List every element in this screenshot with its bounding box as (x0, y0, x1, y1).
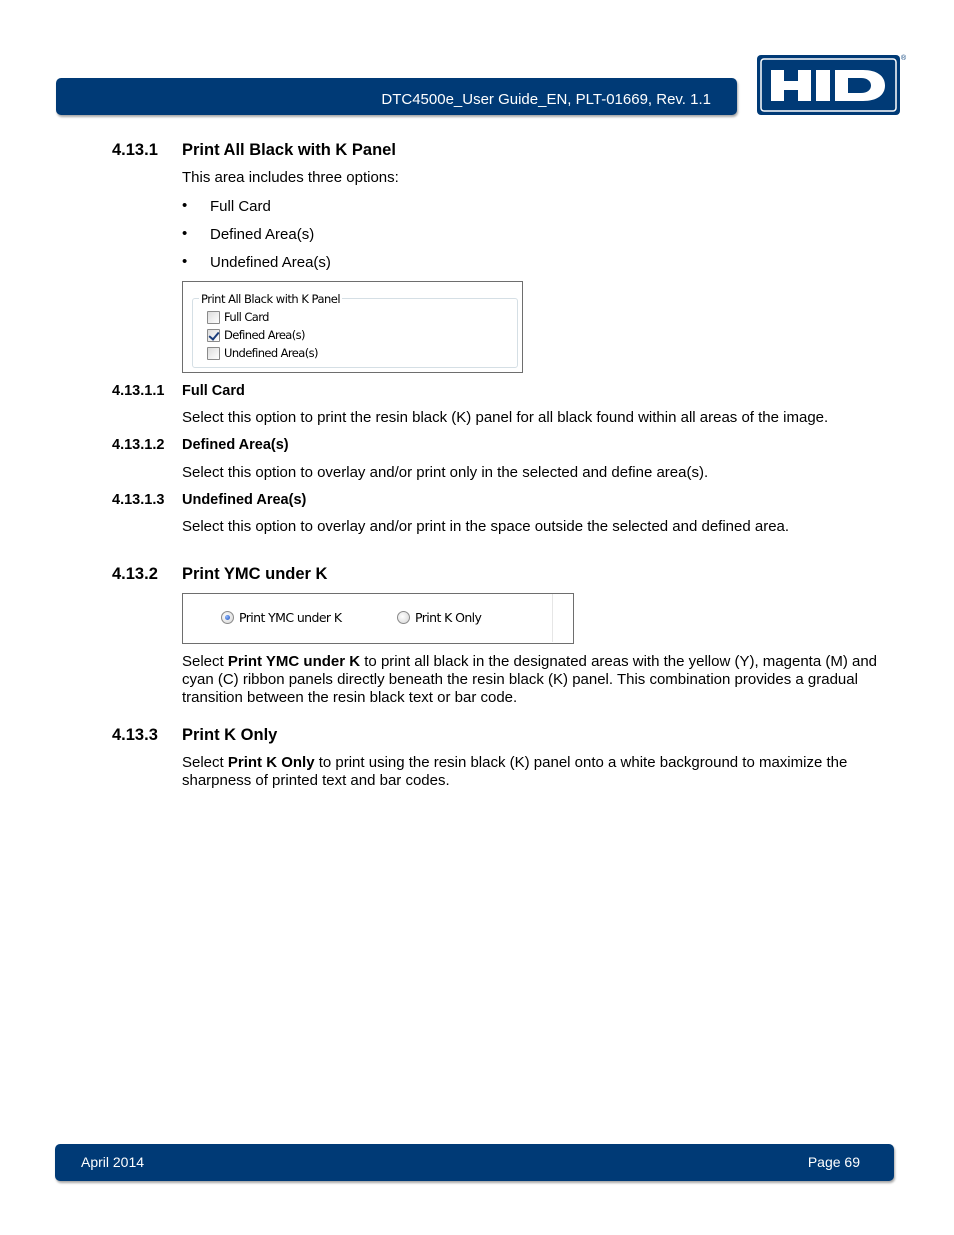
checkbox-label: Full Card (224, 310, 269, 324)
subsection-text: Select this option to overlay and/or print only in the selected and define area(s). (182, 464, 709, 481)
section-title: Print All Black with K Panel (182, 141, 396, 159)
text-prefix: Select (182, 754, 228, 771)
footer-date: April 2014 (81, 1154, 145, 1170)
section-number: 4.13.3 (112, 726, 158, 744)
document-title: DTC4500e_User Guide_EN, PLT-01669, Rev. 1.1 (381, 91, 711, 108)
subsection-number: 4.13.1.3 (112, 492, 165, 508)
bullet-dot-icon: • (182, 225, 188, 242)
subsection-title: Defined Area(s) (182, 437, 289, 453)
text-body: to print all black in the designated areas with the yellow (Y), magenta (M) and cyan (C) ribbon panels directly beneath the resin black (K) panel. This combination provides a gradual transition between the resin black text or bar code. (182, 653, 878, 706)
subsection-number: 4.13.1.1 (112, 383, 165, 399)
checkbox-defined-areas[interactable] (207, 328, 305, 342)
checkbox-full-card[interactable] (207, 310, 269, 324)
subsection-text: Select this option to overlay and/or print in the space outside the selected and defined area. (182, 518, 790, 535)
checkbox-label: Undefined Area(s) (224, 346, 318, 360)
subsection-number: 4.13.1.2 (112, 437, 165, 453)
section-title: Print YMC under K (182, 565, 328, 583)
subsection-title: Undefined Area(s) (182, 492, 307, 508)
print-ymc-options-screenshot (182, 593, 574, 644)
subsection-title: Full Card (182, 383, 245, 399)
radio-label: Print K Only (415, 609, 482, 625)
subsection-text: Select this option to print the resin black (K) panel for all black found within all areas of the image. (182, 409, 829, 426)
text-prefix: Select (182, 653, 228, 670)
bold-term: Print YMC under K (227, 653, 361, 670)
bullet-text: Undefined Area(s) (210, 254, 331, 271)
bold-term: Print K Only (227, 754, 315, 771)
checkbox-unchecked-icon[interactable] (207, 311, 220, 324)
section-text (182, 754, 882, 790)
radio-label: Print YMC under K (239, 609, 342, 625)
header-bar (56, 78, 737, 115)
checkbox-unchecked-icon[interactable] (207, 347, 220, 360)
section-title: Print K Only (182, 726, 278, 744)
bullet-text: Defined Area(s) (210, 226, 315, 243)
section-number: 4.13.2 (112, 565, 158, 583)
checkbox-checked-icon[interactable] (207, 329, 220, 342)
group-box-label: Print All Black with K Panel (201, 292, 341, 306)
radio-print-k-only[interactable] (397, 609, 481, 625)
bullet-dot-icon: • (182, 197, 188, 214)
bullet-dot-icon: • (182, 253, 188, 270)
section-intro: This area includes three options: (182, 169, 399, 186)
registered-mark: ® (901, 55, 907, 62)
footer-bar (55, 1144, 894, 1181)
checkbox-undefined-areas[interactable] (207, 346, 318, 360)
page-number: Page 69 (807, 1154, 860, 1170)
section-number: 4.13.1 (112, 141, 158, 159)
text-body: to print using the resin black (K) panel onto a white background to maximize the sharpness of printed text and bar codes. (182, 754, 848, 789)
checkbox-label: Defined Area(s) (224, 328, 305, 342)
hid-logo-mark (757, 55, 900, 115)
radio-selected-icon[interactable] (221, 611, 234, 624)
radio-unselected-icon[interactable] (397, 611, 410, 624)
bullet-text: Full Card (210, 198, 271, 215)
section-text (182, 653, 882, 707)
hid-logo (757, 55, 900, 115)
radio-print-ymc-under-k[interactable] (221, 609, 341, 625)
print-all-black-panel-screenshot (182, 281, 523, 373)
